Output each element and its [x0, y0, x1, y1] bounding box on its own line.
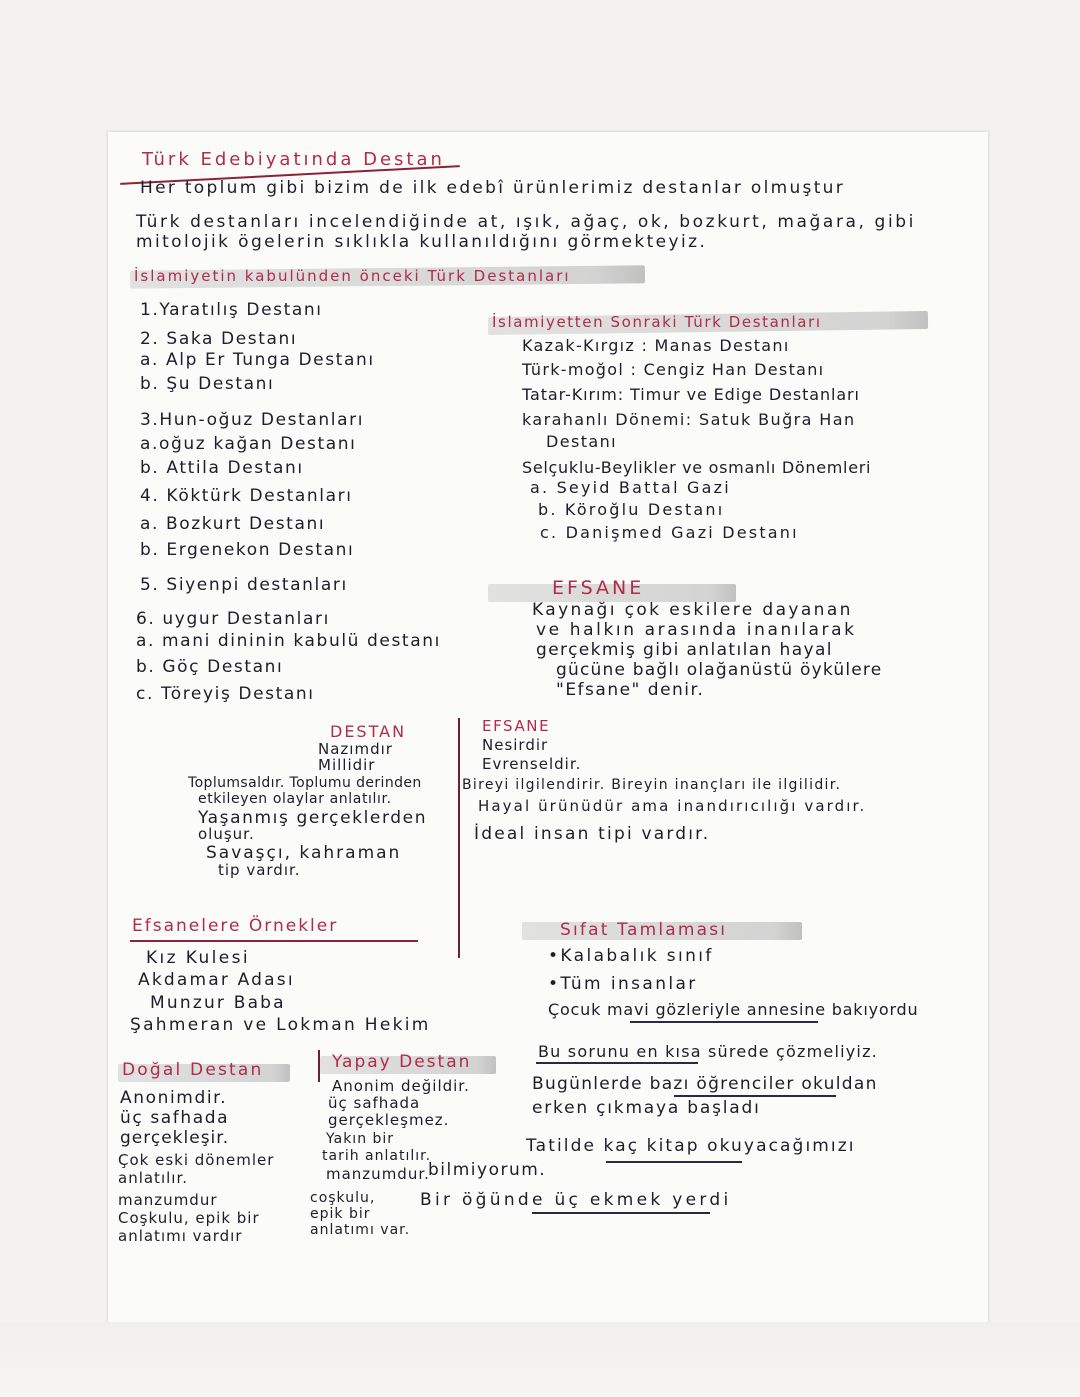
compare-destan-line: Nazımdır	[318, 740, 393, 758]
compare-efsane-line: Evrenseldir.	[482, 755, 582, 773]
yapay-line: tarih anlatılır.	[322, 1148, 432, 1164]
pre-islamic-item: a. Alp Er Tunga Destanı	[140, 350, 375, 370]
post-islamic-heading: İslamiyetten Sonraki Türk Destanları	[492, 313, 822, 331]
intro-line-3: mitolojik ögelerin sıklıkla kullanıldığını görmekteyiz.	[136, 232, 708, 252]
pre-islamic-heading: İslamiyetin kabulünden önceki Türk Destanları	[134, 267, 571, 285]
sifat-example: Bu sorunu en kısa sürede çözmeliyiz.	[538, 1042, 878, 1061]
efsane-line: "Efsane" denir.	[556, 680, 705, 700]
post-islamic-item: Türk-moğol : Cengiz Han Destanı	[522, 360, 825, 379]
yapay-line: epik bir	[310, 1206, 371, 1222]
page-bottom-shadow	[0, 1322, 1080, 1397]
yapay-line: üç safhada	[328, 1094, 421, 1112]
post-islamic-item: c. Danişmed Gazi Destanı	[540, 523, 799, 542]
compare-efsane-line: Bireyi ilgilendirir. Bireyin inançları ile ilgilidir.	[462, 777, 842, 793]
dogal-heading: Doğal Destan	[122, 1060, 264, 1080]
compare-efsane-title: EFSANE	[482, 717, 551, 735]
example-item: Akdamar Adası	[138, 970, 295, 990]
pre-islamic-item: 2. Saka Destanı	[140, 329, 298, 349]
post-islamic-item: Tatar-Kırım: Timur ve Edige Destanları	[522, 385, 860, 404]
pre-islamic-item: c. Töreyiş Destanı	[136, 684, 315, 704]
sifat-underline	[630, 1021, 818, 1023]
sifat-underline	[606, 1161, 742, 1163]
dogal-line: Coşkulu, epik bir	[118, 1209, 260, 1227]
dogal-line: Çok eski dönemler	[118, 1151, 275, 1169]
efsane-line: ve halkın arasında inanılarak	[536, 620, 857, 640]
compare-destan-line: Toplumsaldır. Toplumu derinden	[188, 775, 422, 791]
pre-islamic-item: a. mani dininin kabulü destanı	[136, 631, 441, 651]
sifat-example: bilmiyorum.	[428, 1160, 547, 1180]
pre-islamic-item: b. Şu Destanı	[140, 374, 275, 394]
examples-underline	[130, 940, 418, 942]
post-islamic-item: Destanı	[546, 432, 617, 451]
sifat-example: •Kalabalık sınıf	[548, 946, 714, 966]
examples-heading: Efsanelere Örnekler	[132, 916, 339, 936]
pre-islamic-item: b. Ergenekon Destanı	[140, 540, 355, 560]
sifat-underline	[536, 1062, 698, 1064]
pre-islamic-item: a.oğuz kağan Destanı	[140, 434, 357, 454]
compare-destan-line: tip vardır.	[218, 861, 301, 879]
example-item: Munzur Baba	[150, 993, 286, 1013]
pre-islamic-item: 1.Yaratılış Destanı	[140, 300, 323, 320]
compare-destan-line: Savaşçı, kahraman	[206, 843, 402, 863]
example-item: Kız Kulesi	[146, 948, 251, 968]
post-islamic-item: Kazak-Kırgız : Manas Destanı	[522, 336, 790, 355]
intro-line-2: Türk destanları incelendiğinde at, ışık, ağaç, ok, bozkurt, mağara, gibi	[136, 212, 916, 232]
pre-islamic-item: b. Attila Destanı	[140, 458, 304, 478]
sifat-underline	[532, 1212, 710, 1214]
sifat-example: Çocuk mavi gözleriyle annesine bakıyordu	[548, 1000, 919, 1019]
compare-destan-line: oluşur.	[198, 825, 255, 843]
efsane-line: gücüne bağlı olağanüstü öykülere	[556, 660, 883, 680]
yapay-line: Yakın bir	[326, 1131, 395, 1147]
compare-destan-line: etkileyen olaylar anlatılır.	[198, 791, 392, 807]
yapay-line: coşkulu,	[310, 1190, 376, 1206]
post-islamic-item: a. Seyid Battal Gazi	[530, 478, 731, 497]
dogal-line: gerçekleşir.	[120, 1128, 230, 1148]
pre-islamic-item: 5. Siyenpi destanları	[140, 575, 348, 595]
compare-efsane-line: İdeal insan tipi vardır.	[474, 824, 711, 844]
intro-line-1: Her toplum gibi bizim de ilk edebî ürünlerimiz destanlar olmuştur	[140, 178, 846, 198]
sifat-example: •Tüm insanlar	[548, 974, 698, 994]
efsane-line: Kaynağı çok eskilere dayanan	[532, 600, 853, 620]
compare-efsane-line: Hayal ürünüdür ama inandırıcılığı vardır.	[478, 797, 867, 815]
dogal-line: anlatımı vardır	[118, 1227, 243, 1245]
post-islamic-item: karahanlı Dönemi: Satuk Buğra Han	[522, 410, 856, 429]
post-islamic-item: Selçuklu-Beylikler ve osmanlı Dönemleri	[522, 458, 872, 477]
yapay-line: Anonim değildir.	[332, 1077, 470, 1095]
dogal-line: üç safhada	[120, 1108, 230, 1128]
sifat-example: Tatilde kaç kitap okuyacağımızı	[526, 1136, 856, 1156]
dogal-line: Anonimdir.	[120, 1088, 228, 1108]
sifat-heading: Sıfat Tamlaması	[560, 920, 728, 940]
example-item: Şahmeran ve Lokman Hekim	[130, 1015, 431, 1035]
sifat-example: erken çıkmaya başladı	[532, 1098, 761, 1118]
dogal-line: anlatılır.	[118, 1169, 188, 1187]
compare-divider	[458, 718, 460, 958]
sifat-example: Bir öğünde üç ekmek yerdi	[420, 1190, 732, 1210]
yapay-heading: Yapay Destan	[332, 1052, 472, 1072]
sifat-underline	[674, 1095, 836, 1097]
dogal-line: manzumdur	[118, 1191, 218, 1209]
post-islamic-item: b. Köroğlu Destanı	[538, 500, 725, 519]
pre-islamic-item: 6. uygur Destanları	[136, 609, 330, 629]
pre-islamic-item: b. Göç Destanı	[136, 657, 284, 677]
pre-islamic-item: a. Bozkurt Destanı	[140, 514, 326, 534]
sifat-example: Bugünlerde bazı öğrenciler okuldan	[532, 1074, 878, 1094]
page-title: Türk Edebiyatında Destan	[142, 149, 445, 170]
pre-islamic-item: 4. Köktürk Destanları	[140, 486, 353, 506]
yapay-line: anlatımı var.	[310, 1222, 411, 1238]
compare-destan-line: Yaşanmış gerçeklerden	[198, 808, 428, 828]
compare-destan-title: DESTAN	[330, 722, 407, 741]
pre-islamic-item: 3.Hun-oğuz Destanları	[140, 410, 365, 430]
efsane-line: gerçekmiş gibi anlatılan hayal	[536, 640, 833, 660]
yapay-line: gerçekleşmez.	[328, 1111, 450, 1129]
yapay-line: manzumdur.	[326, 1165, 430, 1183]
efsane-heading: EFSANE	[552, 577, 645, 599]
compare-destan-line: Millidir	[318, 756, 376, 774]
compare-efsane-line: Nesirdir	[482, 736, 549, 754]
